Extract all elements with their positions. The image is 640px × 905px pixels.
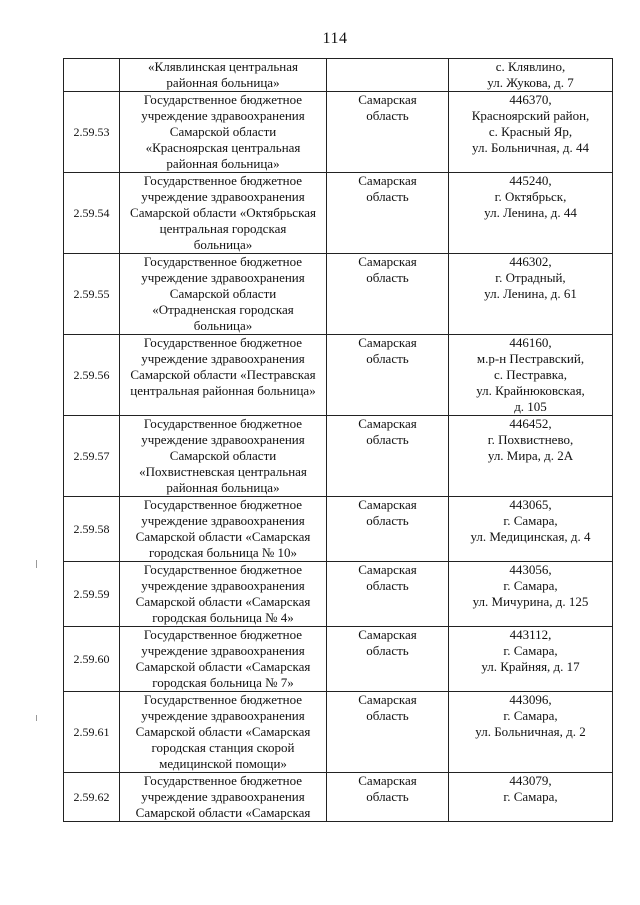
- institution-name-line: учреждение здравоохранения: [141, 578, 305, 593]
- address-cell: [449, 173, 613, 254]
- institution-name-line: центральная городская: [159, 221, 287, 236]
- row-number-cell: 2.59.53: [64, 92, 120, 173]
- address-line: ул. Ленина, д. 44: [484, 205, 577, 220]
- institution-name-line: Государственное бюджетное: [143, 497, 303, 512]
- address-cell: [449, 59, 613, 92]
- region-line: область: [366, 708, 409, 723]
- address-line: Красноярский район,: [471, 108, 590, 123]
- institution-name-line: Государственное бюджетное: [143, 173, 303, 188]
- institution-name-line: «Красноярская центральная: [145, 140, 301, 155]
- address-line: ул. Медицинская, д. 4: [470, 529, 591, 544]
- region-cell: [327, 254, 449, 335]
- institution-name-line: учреждение здравоохранения: [141, 270, 305, 285]
- row-number-cell: 2.59.60: [64, 627, 120, 692]
- region-line: Самарская: [358, 497, 417, 512]
- address-line: с. Клявлино,: [495, 59, 566, 74]
- institution-name-line: городская больница № 7»: [152, 675, 294, 690]
- institution-name-cell: [120, 773, 327, 822]
- address-line: г. Похвистнево,: [487, 432, 574, 447]
- address-line: г. Отрадный,: [495, 270, 566, 285]
- address-line: 443079,: [509, 773, 552, 788]
- region-line: Самарская: [358, 173, 417, 188]
- institution-name-line: учреждение здравоохранения: [141, 351, 305, 366]
- address-line: г. Октябрьск,: [494, 189, 567, 204]
- institution-name-cell: [120, 497, 327, 562]
- region-cell: [327, 416, 449, 497]
- address-cell: [449, 416, 613, 497]
- region-cell: [327, 335, 449, 416]
- institution-name-line: Самарской области «Самарская: [135, 529, 311, 544]
- address-line: ул. Больничная, д. 44: [472, 140, 589, 155]
- institution-name-line: районная больница»: [166, 75, 280, 90]
- address-line: г. Самара,: [503, 578, 558, 593]
- table-row: [64, 59, 613, 92]
- address-line: д. 105: [514, 399, 547, 414]
- address-cell: [449, 254, 613, 335]
- region-line: область: [366, 270, 409, 285]
- institution-name-line: учреждение здравоохранения: [141, 432, 305, 447]
- row-number-cell: 2.59.55: [64, 254, 120, 335]
- address-line: 443065,: [509, 497, 552, 512]
- institution-name-line: районная больница»: [166, 156, 280, 171]
- institution-name-line: Государственное бюджетное: [143, 92, 303, 107]
- region-line: область: [366, 789, 409, 804]
- region-line: область: [366, 189, 409, 204]
- region-line: область: [366, 432, 409, 447]
- table-row: [64, 562, 613, 627]
- institution-name-line: учреждение здравоохранения: [141, 708, 305, 723]
- region-line: Самарская: [358, 254, 417, 269]
- institution-name-line: Государственное бюджетное: [143, 416, 303, 431]
- institution-name-cell: [120, 335, 327, 416]
- institution-name-line: Самарской области «Самарская: [135, 724, 311, 739]
- row-number-cell: 2.59.57: [64, 416, 120, 497]
- region-cell: [327, 692, 449, 773]
- institution-name-line: учреждение здравоохранения: [141, 789, 305, 804]
- institution-name-line: Самарской области «Октябрьская: [130, 205, 316, 220]
- address-line: ул. Крайнюковская,: [476, 383, 585, 398]
- region-cell: [327, 773, 449, 822]
- address-line: ул. Ленина, д. 61: [484, 286, 577, 301]
- table-row: [64, 92, 613, 173]
- region-line: область: [366, 513, 409, 528]
- address-line: г. Самара,: [503, 708, 558, 723]
- institution-name-line: городская больница № 4»: [152, 610, 294, 625]
- institution-name-line: «Клявлинская центральная: [148, 59, 298, 74]
- address-cell: [449, 335, 613, 416]
- table-row: [64, 692, 613, 773]
- institution-name-line: «Похвистневская центральная: [139, 464, 307, 479]
- institution-name-line: городская станция скорой: [151, 740, 295, 755]
- institution-name-line: Самарской области «Самарская: [135, 659, 311, 674]
- region-cell: [327, 627, 449, 692]
- table-row: [64, 173, 613, 254]
- table-row: [64, 773, 613, 822]
- address-cell: [449, 497, 613, 562]
- institution-name-line: городская больница № 10»: [148, 545, 298, 560]
- table-body: [64, 59, 613, 822]
- institution-name-line: Государственное бюджетное: [143, 692, 303, 707]
- scan-margin-mark: [36, 715, 37, 721]
- table-row: [64, 335, 613, 416]
- institution-name-line: районная больница»: [166, 480, 280, 495]
- institution-name-line: медицинской помощи»: [159, 756, 287, 771]
- region-line: Самарская: [358, 692, 417, 707]
- region-line: область: [366, 351, 409, 366]
- institution-name-line: Государственное бюджетное: [143, 627, 303, 642]
- address-line: 446370,: [509, 92, 552, 107]
- institution-name-line: Самарской области «Самарская: [135, 594, 311, 609]
- institution-name-line: больница»: [193, 318, 253, 333]
- institution-name-line: Государственное бюджетное: [143, 562, 303, 577]
- table-row: [64, 416, 613, 497]
- institution-name-line: учреждение здравоохранения: [141, 513, 305, 528]
- region-line: Самарская: [358, 773, 417, 788]
- institution-name-line: Государственное бюджетное: [143, 254, 303, 269]
- region-line: Самарская: [358, 562, 417, 577]
- institution-name-cell: [120, 692, 327, 773]
- institution-name-line: Самарской области «Самарская: [135, 805, 311, 820]
- institution-name-cell: [120, 627, 327, 692]
- address-line: ул. Крайняя, д. 17: [481, 659, 580, 674]
- address-line: с. Красный Яр,: [488, 124, 573, 139]
- address-line: 443112,: [509, 627, 552, 642]
- institution-name-line: «Отрадненская городская: [152, 302, 294, 317]
- institution-name-line: Самарской области: [169, 448, 277, 463]
- address-line: ул. Жукова, д. 7: [487, 75, 574, 90]
- row-number-cell: 2.59.61: [64, 692, 120, 773]
- row-number-cell: 2.59.54: [64, 173, 120, 254]
- region-line: Самарская: [358, 92, 417, 107]
- scan-margin-mark: [36, 560, 37, 568]
- institution-name-cell: [120, 59, 327, 92]
- region-line: Самарская: [358, 416, 417, 431]
- table-row: [64, 627, 613, 692]
- region-cell: [327, 59, 449, 92]
- address-line: 445240,: [509, 173, 552, 188]
- institution-name-cell: [120, 562, 327, 627]
- region-line: Самарская: [358, 627, 417, 642]
- row-number-cell: 2.59.56: [64, 335, 120, 416]
- institution-name-line: больница»: [193, 237, 253, 252]
- institution-name-line: Самарской области: [169, 124, 277, 139]
- institution-name-line: учреждение здравоохранения: [141, 189, 305, 204]
- address-line: 446302,: [509, 254, 552, 269]
- institution-name-line: учреждение здравоохранения: [141, 108, 305, 123]
- region-line: Самарская: [358, 335, 417, 350]
- address-cell: [449, 692, 613, 773]
- address-line: ул. Мичурина, д. 125: [472, 594, 589, 609]
- institution-name-line: Самарской области «Пестравская: [130, 367, 316, 382]
- institution-name-cell: [120, 92, 327, 173]
- institution-name-line: Самарской области: [169, 286, 277, 301]
- table-row: [64, 497, 613, 562]
- row-number-cell: 2.59.62: [64, 773, 120, 822]
- institution-name-cell: [120, 254, 327, 335]
- table-row: [64, 254, 613, 335]
- page-number: 114: [322, 30, 348, 47]
- address-cell: [449, 773, 613, 822]
- region-line: область: [366, 578, 409, 593]
- region-cell: [327, 92, 449, 173]
- region-line: область: [366, 643, 409, 658]
- region-cell: [327, 497, 449, 562]
- address-line: 446160,: [509, 335, 552, 350]
- institution-name-cell: [120, 173, 327, 254]
- address-line: 446452,: [509, 416, 552, 431]
- institution-name-line: Государственное бюджетное: [143, 773, 303, 788]
- address-cell: [449, 562, 613, 627]
- address-line: м.р-н Пестравский,: [476, 351, 585, 366]
- institution-name-cell: [120, 416, 327, 497]
- row-number-cell: [64, 59, 120, 92]
- row-number-cell: 2.59.58: [64, 497, 120, 562]
- address-line: г. Самара,: [503, 513, 558, 528]
- institutions-table: [63, 58, 613, 822]
- address-line: 443096,: [509, 692, 552, 707]
- region-line: область: [366, 108, 409, 123]
- address-cell: [449, 627, 613, 692]
- institution-name-line: учреждение здравоохранения: [141, 643, 305, 658]
- address-line: ул. Больничная, д. 2: [475, 724, 586, 739]
- institution-name-line: Государственное бюджетное: [143, 335, 303, 350]
- region-cell: [327, 562, 449, 627]
- row-number-cell: 2.59.59: [64, 562, 120, 627]
- institution-name-line: центральная районная больница»: [130, 383, 316, 398]
- region-cell: [327, 173, 449, 254]
- address-line: с. Пестравка,: [494, 367, 567, 382]
- address-line: ул. Мира, д. 2А: [487, 448, 574, 463]
- address-line: г. Самара,: [503, 643, 558, 658]
- address-line: 443056,: [509, 562, 552, 577]
- address-line: г. Самара,: [503, 789, 558, 804]
- address-cell: [449, 92, 613, 173]
